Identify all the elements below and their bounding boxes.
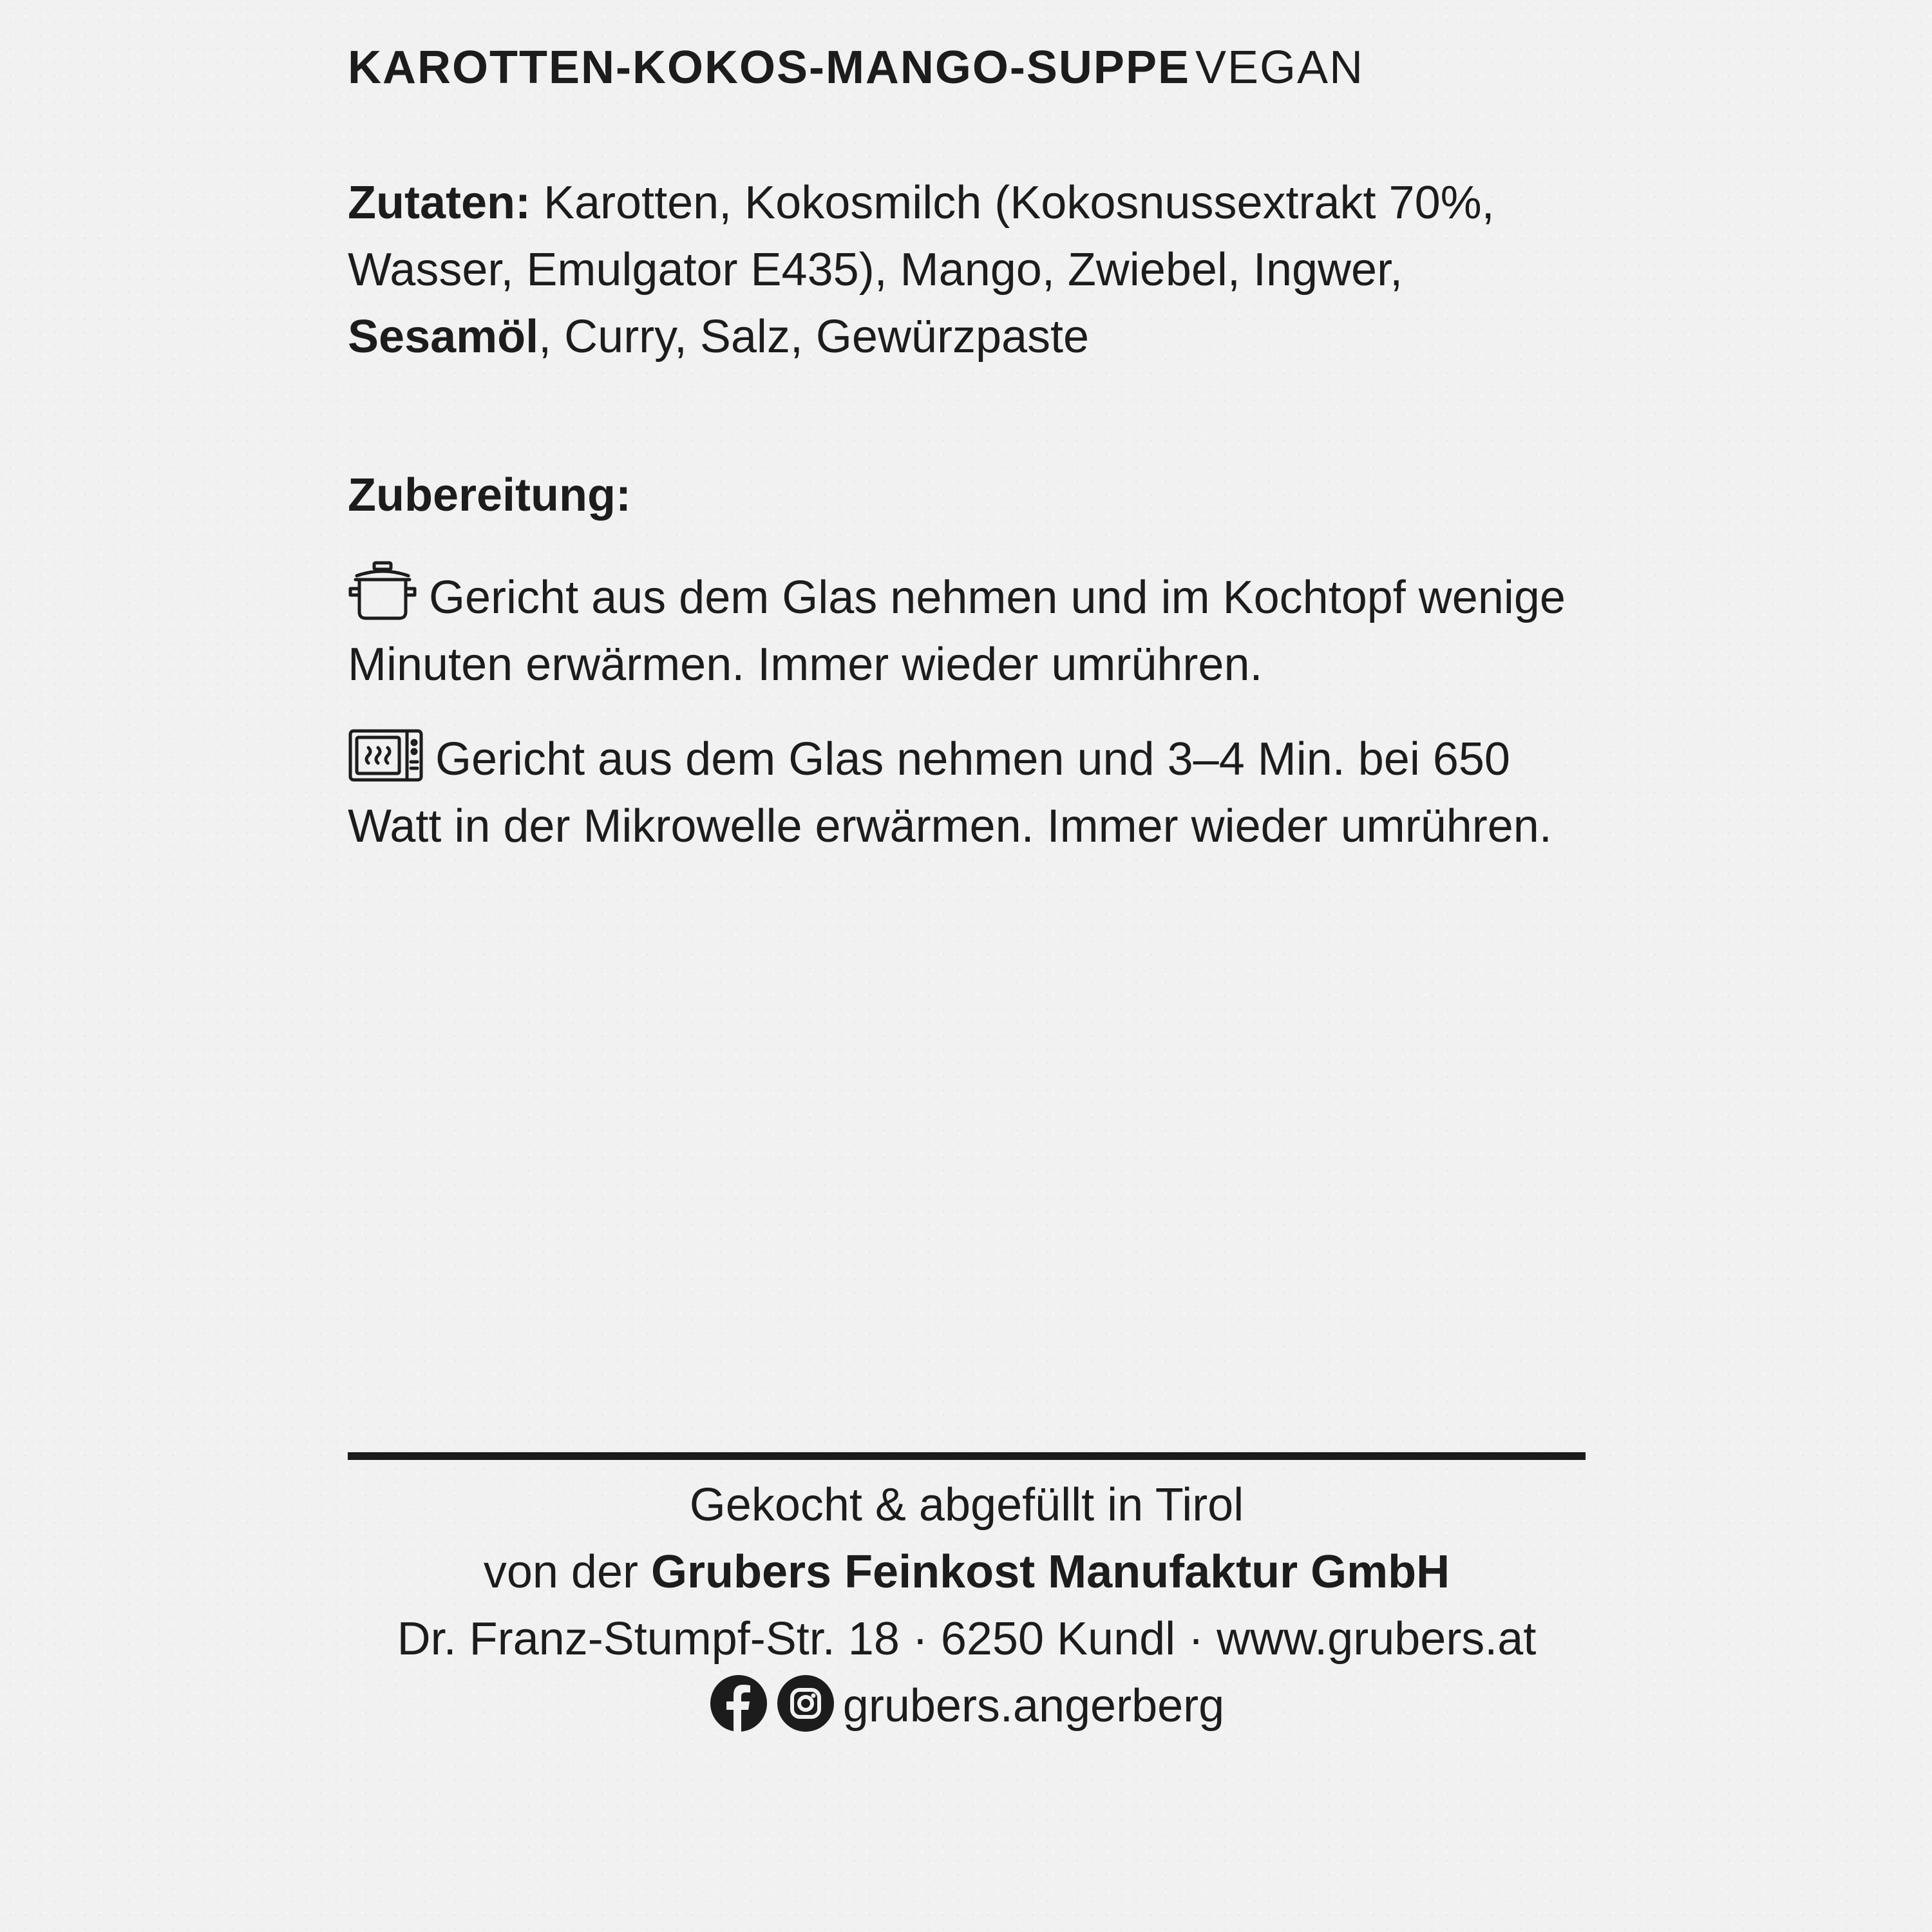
preparation-step-microwave — [348, 726, 1597, 860]
address-line[interactable]: Dr. Franz-Stumpf-Str. 18 · 6250 Kundl · www.grubers.at — [397, 1613, 1537, 1665]
microwave-step-text: Gericht aus dem Glas nehmen und 3–4 Min. bei 650 Watt in der Mikrowelle erwärmen. Immer wieder umrühren. — [348, 734, 1552, 852]
product-label — [348, 26, 1597, 852]
facebook-icon[interactable] — [709, 1674, 768, 1733]
footer-divider — [348, 1452, 1586, 1460]
social-line — [348, 1672, 1586, 1739]
company-line — [348, 1539, 1586, 1605]
producer-footer — [348, 1472, 1586, 1739]
preparation-heading: Zubereitung: — [348, 469, 631, 521]
preparation-step-pot — [348, 560, 1597, 698]
ingredients-label: Zutaten: — [348, 177, 531, 229]
origin-line: Gekocht & abgefüllt in Tirol — [689, 1479, 1244, 1531]
cooking-pot-icon — [348, 560, 417, 622]
company-name: Grubers Feinkost Manufaktur GmbH — [650, 1546, 1450, 1598]
ingredients-text: Karotten, Kokosmilch (Kokosnussextrakt 70%, Wasser, Emulgator E435), Mango, Zwiebel, Ingwer, — [348, 177, 1495, 296]
company-prefix: von der — [483, 1546, 651, 1598]
allergen-sesame: Sesamöl — [348, 311, 539, 363]
vegan-tag: VEGAN — [1195, 42, 1365, 93]
pot-step-text: Gericht aus dem Glas nehmen und im Kochtopf wenige Minuten erwärmen. Immer wieder umrühren. — [348, 572, 1566, 690]
ingredients-text-end: , Curry, Salz, Gewürzpaste — [538, 311, 1090, 363]
product-name: KAROTTEN-KOKOS-MANGO-SUPPE — [348, 42, 1190, 93]
microwave-icon — [348, 728, 424, 784]
ingredients-list — [348, 169, 1597, 370]
instagram-icon[interactable] — [776, 1674, 835, 1733]
product-title — [348, 26, 1597, 109]
social-handle[interactable]: grubers.angerberg — [842, 1680, 1225, 1732]
